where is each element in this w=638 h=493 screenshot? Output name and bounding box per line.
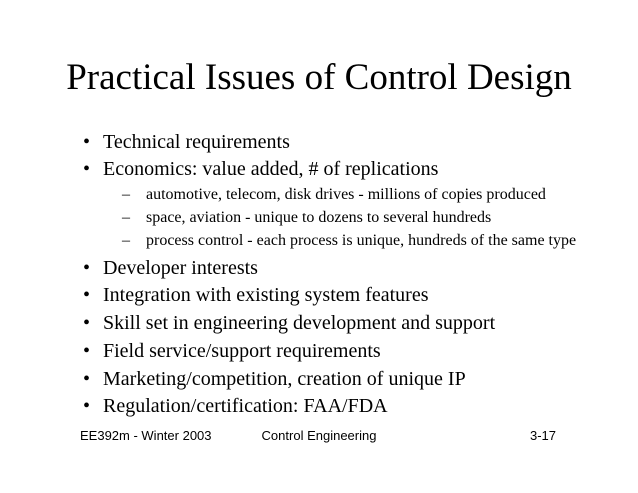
sub-marker: – — [122, 186, 130, 203]
footer-topic: Control Engineering — [261, 428, 377, 443]
bullet-marker: • — [83, 395, 91, 417]
bullet-marker: • — [83, 284, 91, 306]
footer-course: EE392m - Winter 2003 — [80, 428, 212, 443]
bullet-text: Skill set in engineering development and support — [103, 312, 496, 334]
bullet-marker: • — [83, 312, 91, 334]
bullet-text: Technical requirements — [103, 131, 290, 153]
bullet-text: Integration with existing system features — [103, 284, 429, 306]
bullet-text: Marketing/competition, creation of unique IP — [103, 368, 466, 390]
footer-page-number: 3-17 — [529, 428, 556, 443]
sub-text: space, aviation - unique to dozens to several hundreds — [146, 209, 492, 226]
sub-marker: – — [122, 232, 130, 249]
bullet-text: Economics: value added, # of replications — [103, 158, 439, 180]
bullet-text: Developer interests — [103, 257, 258, 279]
bullet-marker: • — [83, 368, 91, 390]
bullet-marker: • — [83, 131, 91, 153]
bullet-marker: • — [83, 340, 91, 362]
sub-text: automotive, telecom, disk drives - millions of copies produced — [146, 186, 546, 203]
sub-text: process control - each process is unique, hundreds of the same type — [146, 232, 577, 249]
bullet-text: Field service/support requirements — [103, 340, 381, 362]
sub-marker: – — [122, 209, 130, 226]
bullet-text: Regulation/certification: FAA/FDA — [103, 395, 388, 417]
bullet-marker: • — [83, 158, 91, 180]
bullet-marker: • — [83, 257, 91, 279]
slide-title: Practical Issues of Control Design — [66, 57, 572, 98]
